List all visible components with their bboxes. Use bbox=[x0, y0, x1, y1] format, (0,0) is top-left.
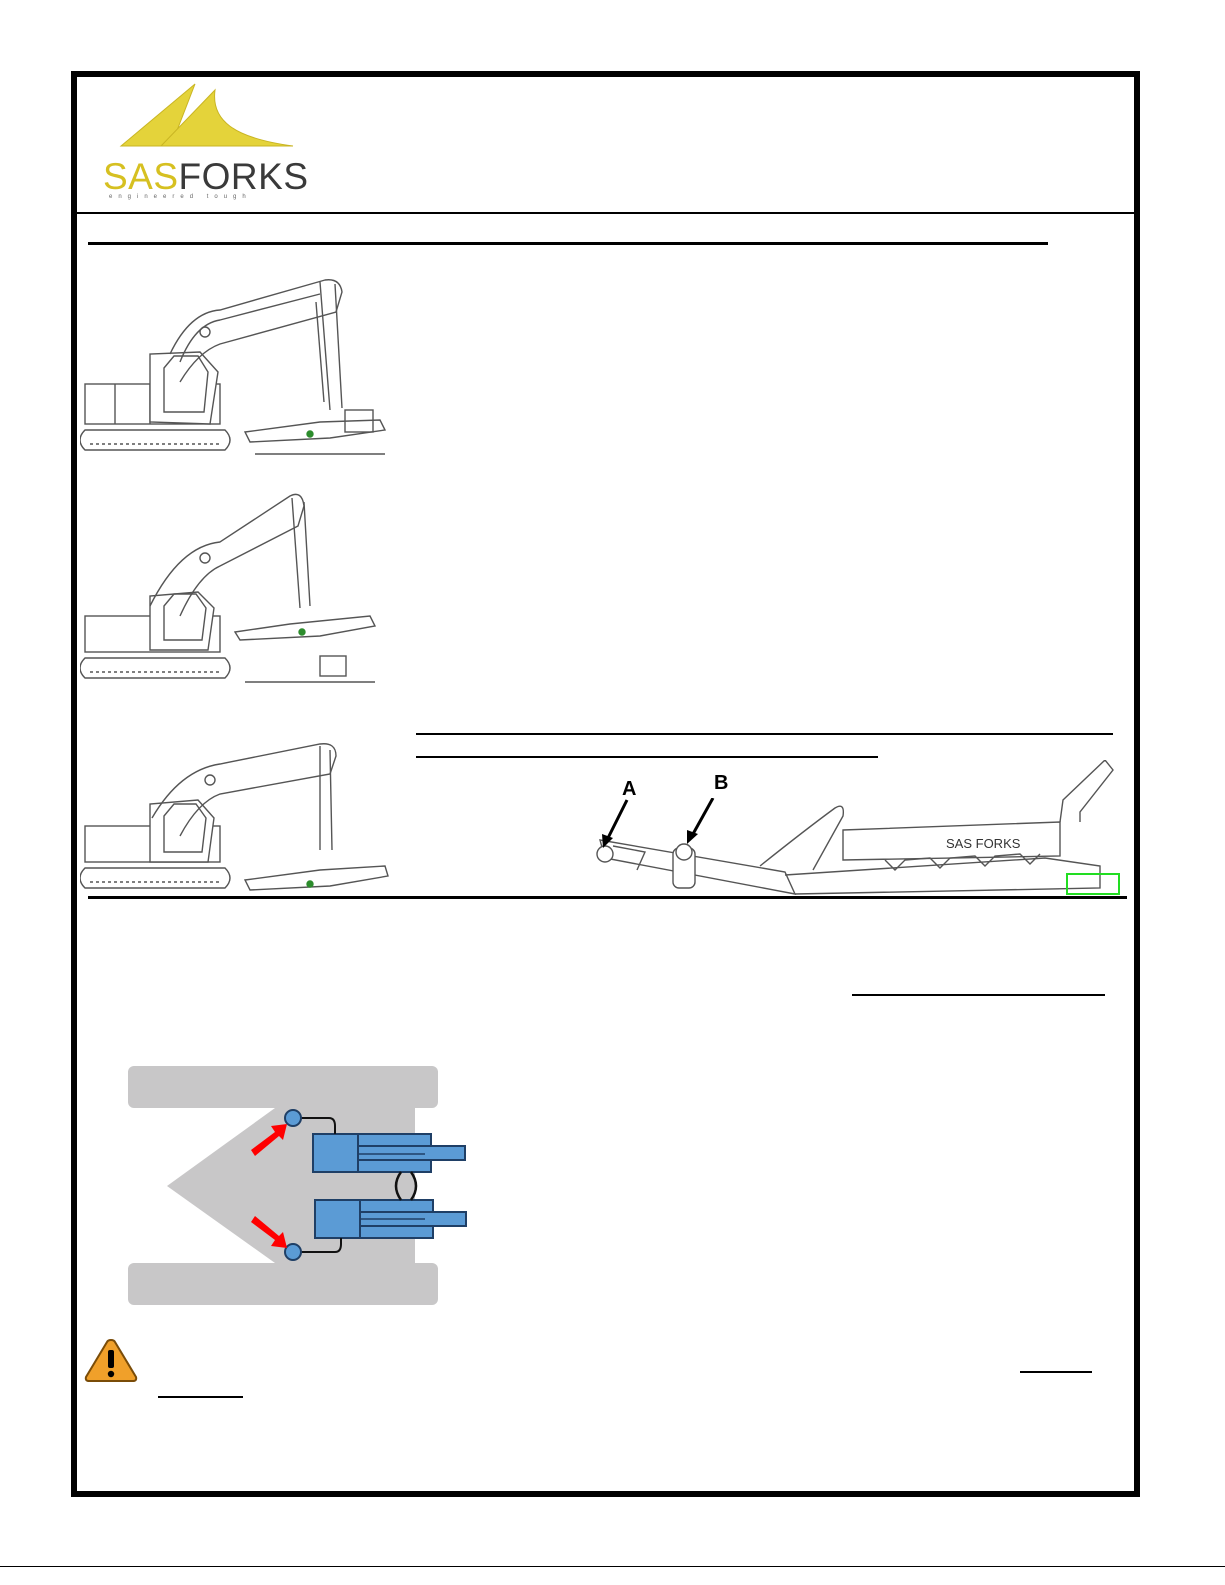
title-underline bbox=[88, 242, 1048, 245]
instruction-underline-2 bbox=[416, 756, 878, 758]
logo-tagline: engineered tough bbox=[109, 194, 252, 200]
excavator-step1-illustration bbox=[80, 272, 390, 460]
excavator-step3-illustration bbox=[80, 740, 390, 896]
hydraulic-cylinder-diagram bbox=[125, 1064, 475, 1308]
warning-underline-2 bbox=[158, 1396, 243, 1398]
warning-underline-1 bbox=[1020, 1371, 1092, 1373]
sasforks-logo-text bbox=[103, 156, 309, 198]
excavator-step2-illustration bbox=[80, 486, 380, 686]
pin-callout-arrows bbox=[595, 798, 725, 850]
pin-b-label: B bbox=[714, 772, 729, 794]
attachment-body-text: SAS FORKS bbox=[946, 836, 1021, 851]
pin-a-label: A bbox=[622, 778, 637, 800]
logo-sas: SAS bbox=[103, 156, 179, 197]
header-divider bbox=[77, 212, 1134, 214]
paragraph-underline bbox=[852, 994, 1105, 996]
page-bottom-line bbox=[0, 1566, 1225, 1567]
sasforks-logo-swoosh bbox=[103, 80, 303, 160]
warning-icon bbox=[84, 1337, 138, 1383]
instruction-underline-1 bbox=[416, 733, 1113, 735]
logo-forks: FORKS bbox=[178, 156, 309, 197]
